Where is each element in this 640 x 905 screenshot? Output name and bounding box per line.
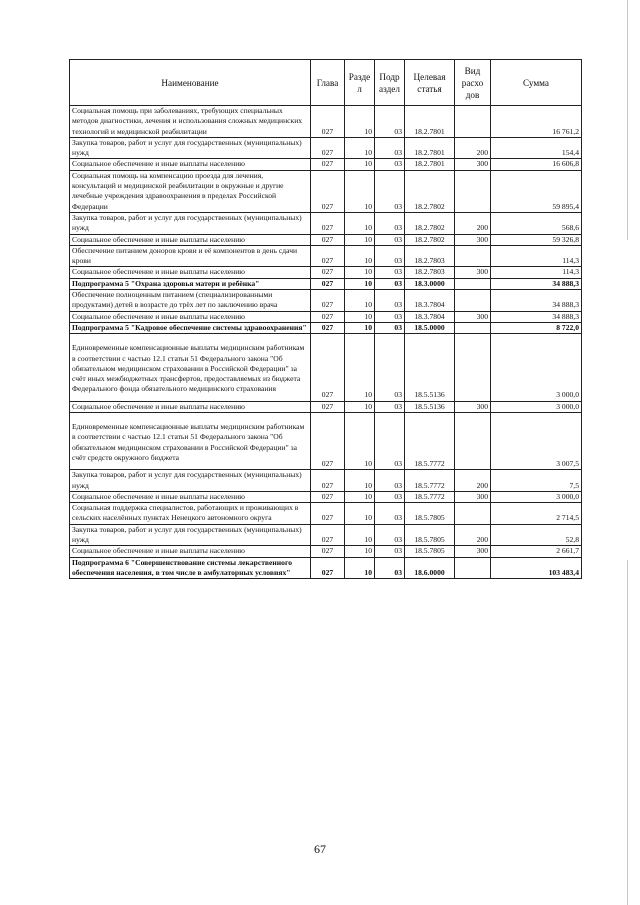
cell-vid [455,290,491,312]
cell-podrazdel: 03 [375,524,405,546]
cell-podrazdel: 03 [375,245,405,267]
cell-razdel: 10 [345,234,375,245]
cell-vid [455,106,491,138]
budget-table [69,59,582,579]
cell-vid: 300 [455,234,491,245]
cell-name: Закупка товаров, работ и услуг для государственных (муниципальных) нужд [70,524,311,546]
cell-podrazdel: 03 [375,290,405,312]
cell-razdel: 10 [345,212,375,234]
cell-sum: 7,5 [491,470,582,492]
cell-glava: 027 [311,503,345,525]
cell-name: Социальное обеспечение и иные выплаты населению [70,267,311,278]
cell-podrazdel: 03 [375,212,405,234]
cell-name: Социальное обеспечение и иные выплаты населению [70,546,311,557]
cell-name: Единовременные компенсационные выплаты медицинским работникам в соответствии с частью 12.1 статьи 51 Федерального закона "Об обязательном медицинском страховании в Российской Федерации" за счёт иных межбюджетных трансфертов, предоставляемых из бюджета Федерального фонда обязательного медицинского страхования [70,334,311,401]
cell-razdel: 10 [345,290,375,312]
cell-podrazdel: 03 [375,159,405,170]
cell-podrazdel: 03 [375,234,405,245]
cell-razdel: 10 [345,557,375,579]
cell-name: Подпрограмма 5 "Кадровое обеспечение системы здравоохранения" [70,322,311,333]
cell-glava: 027 [311,170,345,212]
page-number: 67 [314,842,326,856]
cell-razdel: 10 [345,278,375,289]
cell-vid [455,413,491,470]
table-row [70,290,582,312]
table-row [70,311,582,322]
cell-target: 18.6.0000 [405,557,455,579]
cell-vid: 300 [455,401,491,412]
cell-glava: 027 [311,322,345,333]
cell-glava: 027 [311,212,345,234]
cell-glava: 027 [311,334,345,401]
cell-name: Социальное обеспечение и иные выплаты населению [70,491,311,502]
cell-target: 18.2.7802 [405,170,455,212]
cell-target: 18.5.7772 [405,491,455,502]
header-target: Целевая статья [405,60,455,106]
cell-razdel: 10 [345,546,375,557]
cell-vid [455,170,491,212]
table-row [70,245,582,267]
cell-razdel: 10 [345,470,375,492]
header-razdel: Разде л [345,60,375,106]
cell-glava: 027 [311,470,345,492]
cell-glava: 027 [311,413,345,470]
cell-podrazdel: 03 [375,311,405,322]
cell-podrazdel: 03 [375,503,405,525]
cell-target: 18.2.7801 [405,106,455,138]
cell-sum: 8 722,0 [491,322,582,333]
cell-name: Социальное обеспечение и иные выплаты населению [70,234,311,245]
cell-razdel: 10 [345,170,375,212]
table-header-row [70,60,582,106]
cell-name: Подпрограмма 6 "Совершенствование системы лекарственного обеспечения населения, в том числе в амбулаторных условиях" [70,557,311,579]
cell-razdel: 10 [345,524,375,546]
cell-target: 18.2.7802 [405,212,455,234]
cell-sum: 52,8 [491,524,582,546]
header-name: Наименование [70,60,311,106]
cell-target: 18.5.7805 [405,503,455,525]
table-row [70,546,582,557]
cell-sum: 3 007,5 [491,413,582,470]
cell-glava: 027 [311,245,345,267]
cell-vid [455,557,491,579]
cell-target: 18.5.0000 [405,322,455,333]
cell-glava: 027 [311,491,345,502]
cell-podrazdel: 03 [375,106,405,138]
cell-sum: 2 714,5 [491,503,582,525]
cell-name: Социальное обеспечение и иные выплаты населению [70,311,311,322]
table-row [70,401,582,412]
cell-name: Социальная помощь на компенсацию проезда для лечения, консультаций и медицинской реабилитации в окружные и другие лечебные учреждения здравоохранения в пределах Российской Федерации [70,170,311,212]
cell-razdel: 10 [345,267,375,278]
cell-target: 18.3.7804 [405,311,455,322]
cell-glava: 027 [311,546,345,557]
cell-target: 18.2.7803 [405,267,455,278]
cell-glava: 027 [311,234,345,245]
cell-sum: 16 606,8 [491,159,582,170]
cell-podrazdel: 03 [375,557,405,579]
table-row [70,470,582,492]
table-row [70,503,582,525]
cell-podrazdel: 03 [375,267,405,278]
cell-sum: 34 888,3 [491,278,582,289]
cell-target: 18.5.7772 [405,470,455,492]
cell-podrazdel: 03 [375,491,405,502]
cell-vid [455,245,491,267]
cell-razdel: 10 [345,503,375,525]
cell-sum: 34 888,3 [491,311,582,322]
cell-target: 18.5.5136 [405,401,455,412]
cell-target: 18.3.0000 [405,278,455,289]
table-row [70,137,582,159]
table-row [70,491,582,502]
header-glava: Глава [311,60,345,106]
cell-glava: 027 [311,290,345,312]
cell-name: Социальная помощь при заболеваниях, требующих специальных методов диагностики, лечения и использования сложных медицинских технологий и медицинской реабилитации [70,106,311,138]
cell-target: 18.5.5136 [405,334,455,401]
table-row [70,278,582,289]
cell-razdel: 10 [345,413,375,470]
cell-name: Обеспечение полноценным питанием (специализированными продуктами) детей в возрасте до трёх лет по заключению врача [70,290,311,312]
cell-sum: 154,4 [491,137,582,159]
cell-vid [455,334,491,401]
table-row [70,212,582,234]
cell-vid: 300 [455,159,491,170]
table-row [70,334,582,401]
cell-vid: 300 [455,311,491,322]
cell-target: 18.5.7772 [405,413,455,470]
cell-vid: 200 [455,212,491,234]
table-row [70,106,582,138]
cell-podrazdel: 03 [375,401,405,412]
cell-glava: 027 [311,311,345,322]
cell-razdel: 10 [345,159,375,170]
cell-sum: 59 895,4 [491,170,582,212]
cell-name: Закупка товаров, работ и услуг для государственных (муниципальных) нужд [70,212,311,234]
table-row [70,413,582,470]
header-podrazdel: Подр аздел [375,60,405,106]
cell-razdel: 10 [345,137,375,159]
cell-vid: 200 [455,137,491,159]
cell-vid [455,278,491,289]
table-body [70,106,582,579]
cell-podrazdel: 03 [375,322,405,333]
cell-sum: 568,6 [491,212,582,234]
cell-sum: 114,3 [491,245,582,267]
cell-target: 18.2.7801 [405,137,455,159]
cell-razdel: 10 [345,334,375,401]
cell-razdel: 10 [345,245,375,267]
cell-glava: 027 [311,106,345,138]
scan-edge-line [627,0,628,240]
cell-podrazdel: 03 [375,334,405,401]
cell-vid: 200 [455,524,491,546]
cell-sum: 34 888,3 [491,290,582,312]
cell-podrazdel: 03 [375,170,405,212]
cell-glava: 027 [311,137,345,159]
cell-name: Социальное обеспечение и иные выплаты населению [70,159,311,170]
cell-podrazdel: 03 [375,546,405,557]
cell-vid [455,322,491,333]
cell-podrazdel: 03 [375,278,405,289]
cell-name: Единовременные компенсационные выплаты медицинским работникам в соответствии с частью 12.1 статьи 51 Федерального закона "Об обязательном медицинском страховании в Российской Федерации" за счёт средств окружного бюджета [70,413,311,470]
cell-glava: 027 [311,401,345,412]
cell-glava: 027 [311,557,345,579]
cell-target: 18.5.7805 [405,546,455,557]
cell-sum: 3 000,0 [491,401,582,412]
cell-razdel: 10 [345,491,375,502]
table-row [70,322,582,333]
cell-razdel: 10 [345,401,375,412]
cell-glava: 027 [311,159,345,170]
cell-podrazdel: 03 [375,137,405,159]
cell-name: Закупка товаров, работ и услуг для государственных (муниципальных) нужд [70,470,311,492]
cell-name: Обеспечение питанием доноров крови и её компонентов в день сдачи крови [70,245,311,267]
cell-target: 18.2.7803 [405,245,455,267]
cell-glava: 027 [311,524,345,546]
table-row [70,267,582,278]
cell-podrazdel: 03 [375,413,405,470]
cell-vid [455,503,491,525]
cell-razdel: 10 [345,311,375,322]
cell-target: 18.2.7802 [405,234,455,245]
cell-target: 18.5.7805 [405,524,455,546]
cell-target: 18.2.7801 [405,159,455,170]
cell-podrazdel: 03 [375,470,405,492]
cell-name: Закупка товаров, работ и услуг для государственных (муниципальных) нужд [70,137,311,159]
header-vid: Вид расхо дов [455,60,491,106]
table-row [70,170,582,212]
cell-name: Социальная поддержка специалистов, работающих и проживающих в сельских населённых пунктах Ненецкого автономного округа [70,503,311,525]
cell-sum: 103 483,4 [491,557,582,579]
cell-glava: 027 [311,278,345,289]
cell-razdel: 10 [345,322,375,333]
table-row [70,524,582,546]
cell-name: Подпрограмма 5 "Охрана здоровья матери и ребёнка" [70,278,311,289]
cell-sum: 2 661,7 [491,546,582,557]
header-sum: Сумма [491,60,582,106]
cell-razdel: 10 [345,106,375,138]
cell-sum: 3 000,0 [491,491,582,502]
table-row [70,159,582,170]
table-row [70,234,582,245]
table-row [70,557,582,579]
cell-sum: 16 761,2 [491,106,582,138]
cell-vid: 300 [455,491,491,502]
cell-target: 18.3.7804 [405,290,455,312]
cell-vid: 300 [455,267,491,278]
cell-glava: 027 [311,267,345,278]
cell-vid: 200 [455,470,491,492]
cell-vid: 300 [455,546,491,557]
cell-sum: 59 326,8 [491,234,582,245]
cell-sum: 3 000,0 [491,334,582,401]
cell-sum: 114,3 [491,267,582,278]
cell-name: Социальное обеспечение и иные выплаты населению [70,401,311,412]
